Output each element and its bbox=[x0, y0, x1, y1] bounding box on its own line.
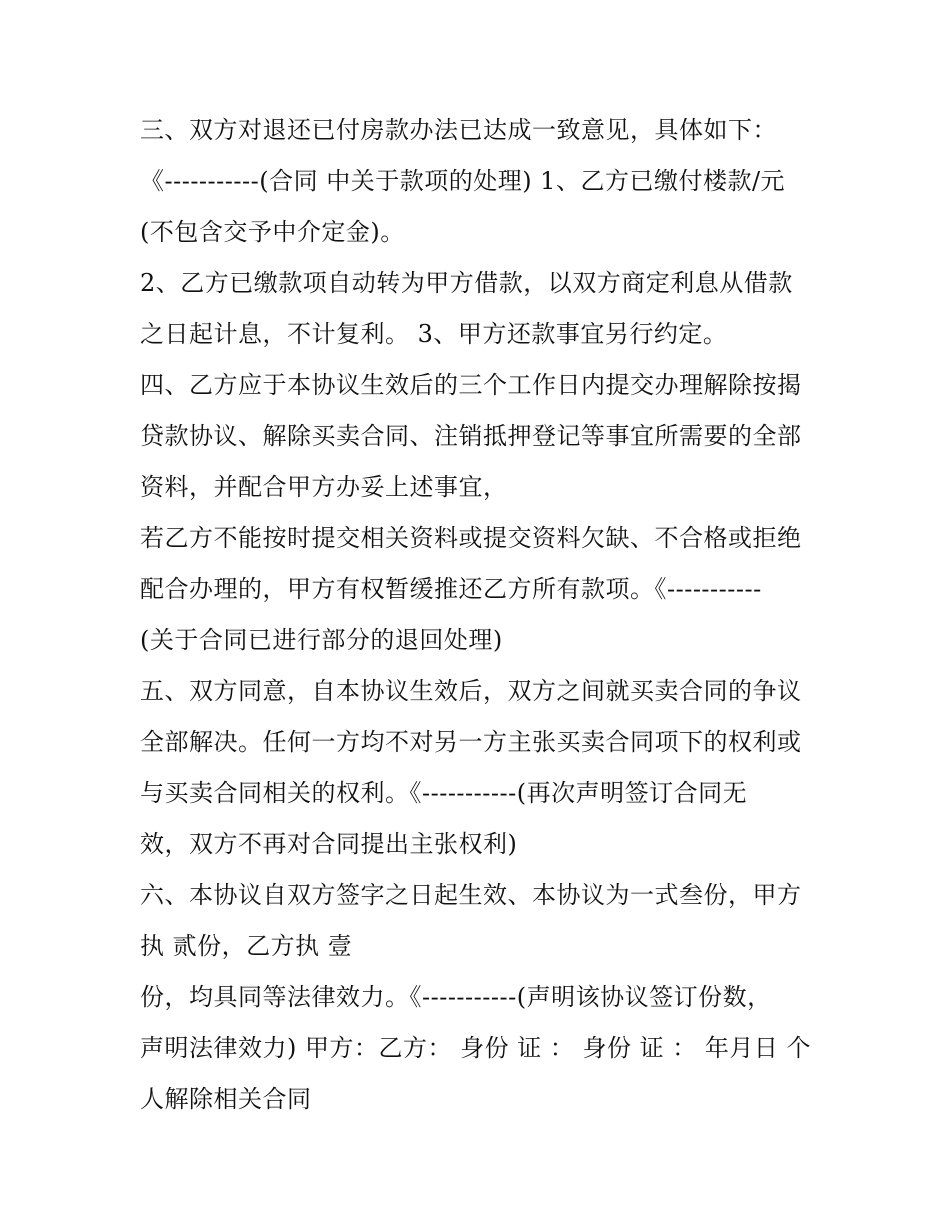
text-line: 效，双方不再对合同提出主张权利) bbox=[140, 830, 518, 858]
text-line: 执 贰份，乙方执 壹 bbox=[140, 932, 353, 960]
text-line: 《-----------(合同 中关于款项的处理) 1、乙方已缴付楼款/元 bbox=[140, 167, 786, 195]
text-line: (关于合同已进行部分的退回处理) bbox=[140, 626, 503, 654]
text-line: 五、双方同意，自本协议生效后，双方之间就买卖合同的争议 bbox=[140, 677, 802, 705]
text-line: 若乙方不能按时提交相关资料或提交资料欠缺、不合格或拒绝 bbox=[140, 524, 802, 552]
text-line: 配合办理的，甲方有权暂缓推还乙方所有款项。《----------- bbox=[140, 575, 762, 603]
text-line: 全部解决。任何一方均不对另一方主张买卖合同项下的权利或 bbox=[140, 728, 802, 756]
text-line: 资料，并配合甲方办妥上述事宜， bbox=[140, 473, 508, 501]
text-line: 声明法律效力) 甲方：乙方： 身份 证 ： 身份 证 ： 年月日 个 bbox=[140, 1034, 812, 1062]
text-line: 三、双方对退还已付房款办法已达成一致意见，具体如下： bbox=[140, 116, 777, 144]
text-line: 六、本协议自双方签字之日起生效、本协议为一式叁份，甲方 bbox=[140, 881, 802, 909]
text-line: (不包含交予中介定金)。 bbox=[140, 218, 405, 246]
text-line: 2、乙方已缴款项自动转为甲方借款，以双方商定利息从借款 bbox=[140, 269, 793, 297]
text-line: 贷款协议、解除买卖合同、注销抵押登记等事宜所需要的全部 bbox=[140, 422, 802, 450]
text-line: 人解除相关合同 bbox=[140, 1085, 312, 1113]
text-line: 与买卖合同相关的权利。《-----------(再次声明签订合同无 bbox=[140, 779, 748, 807]
text-line: 之日起计息，不计复利。 3、甲方还款事宜另行约定。 bbox=[140, 320, 728, 348]
text-line: 四、乙方应于本协议生效后的三个工作日内提交办理解除按揭 bbox=[140, 371, 802, 399]
text-line: 份，均具同等法律效力。《-----------(声明该协议签订份数， bbox=[140, 983, 772, 1011]
